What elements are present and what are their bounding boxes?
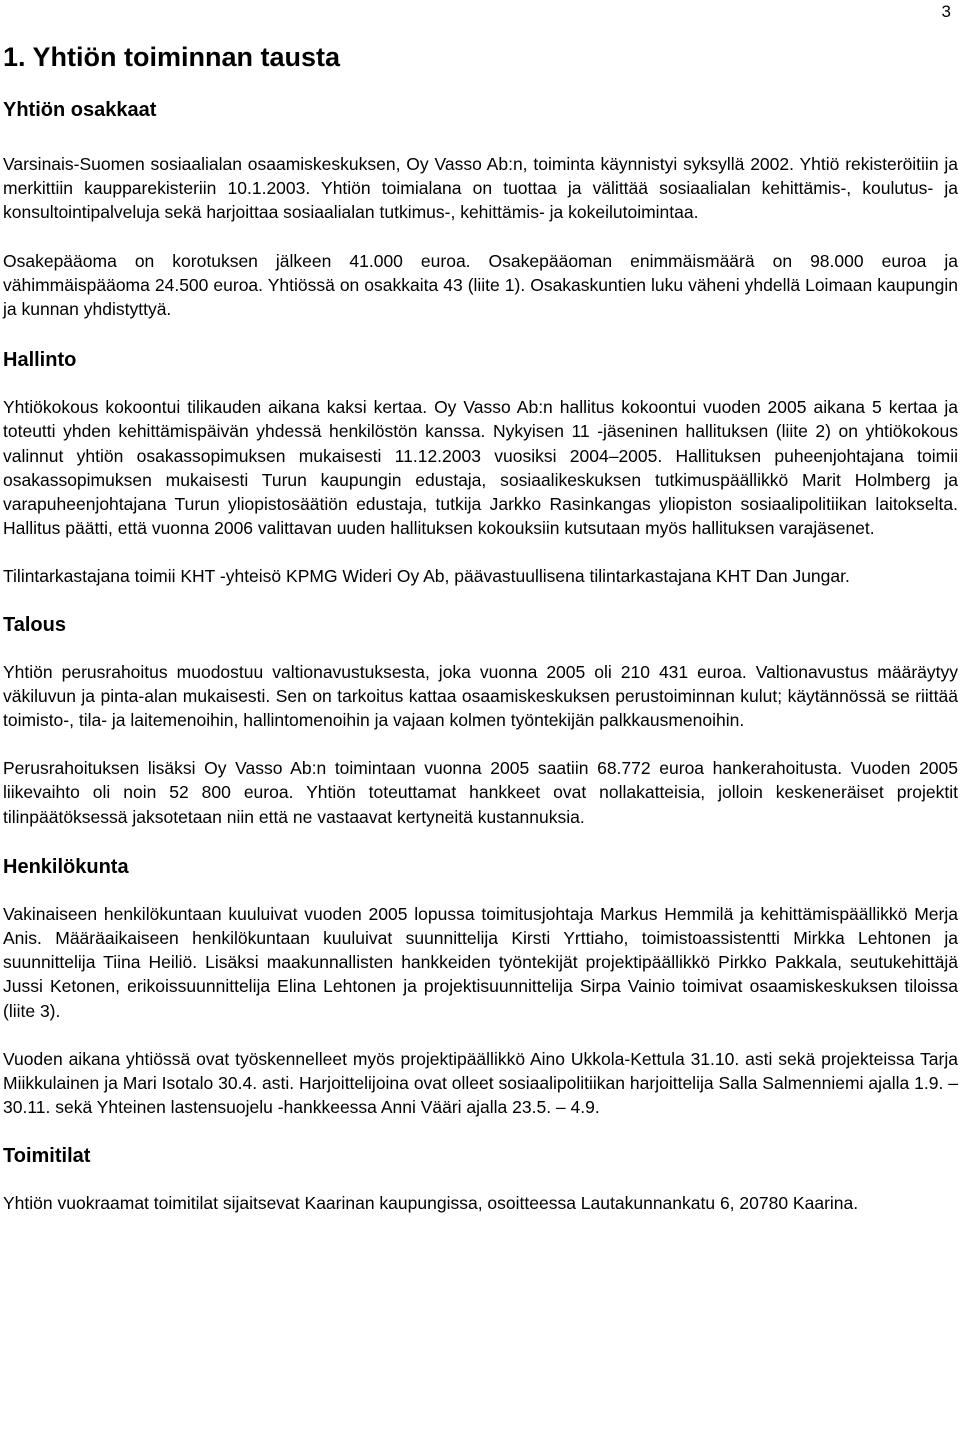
section-heading-toimitilat: Toimitilat bbox=[3, 1145, 91, 1168]
document-body bbox=[3, 0, 958, 1216]
page-number: 3 bbox=[941, 2, 951, 21]
section-heading-hallinto: Hallinto bbox=[3, 349, 77, 372]
section-heading-talous: Talous bbox=[3, 613, 66, 636]
paragraph: Varsinais-Suomen sosiaalialan osaamiskeskuksen, Oy Vasso Ab:n, toiminta käynnistyi syksyllä 2002. Yhtiö rekisteröitiin ja merkittiin kaupparekisteriin 10.1.2003. Yhtiön toimialana on tuottaa ja välittää sosiaalialan kehittämis-, koulutus- ja konsultointipalveluja sekä harjoittaa sosiaalialan tutkimus-, kehittämis- ja kokeilutoimintaa. bbox=[3, 154, 958, 223]
paragraph: Perusrahoituksen lisäksi Oy Vasso Ab:n toimintaan vuonna 2005 saatiin 68.772 euroa hankerahoitusta. Vuoden 2005 liikevaihto oli noin 52 800 euroa. Yhtiön toteuttamat hankkeet ovat nollakatteisia, jolloin keskeneräiset projektit tilinpäätöksessä jaksotetaan niin että ne vastaavat kertyneitä kustannuksia. bbox=[3, 758, 958, 827]
section-heading-henkilokunta: Henkilökunta bbox=[3, 855, 129, 878]
paragraph: Tilintarkastajana toimii KHT -yhteisö KPMG Wideri Oy Ab, päävastuullisena tilintarkastajana KHT Dan Jungar. bbox=[3, 566, 850, 587]
paragraph: Yhtiön perusrahoitus muodostuu valtionavustuksesta, joka vuonna 2005 oli 210 431 euroa. Valtionavustus määräytyy väkiluvun ja pinta-alan mukaisesti. Sen on tarkoitus kattaa osaamiskeskuksen perustoiminnan kulut; käytännössä se riittää toimisto-, tila- ja laitemenoihin, hallintomenoihin ja vajaan kolmen työntekijän palkkausmenoihin. bbox=[3, 661, 958, 731]
chapter-title: 1. Yhtiön toiminnan tausta bbox=[3, 42, 341, 72]
paragraph: Yhtiön vuokraamat toimitilat sijaitsevat Kaarinan kaupungissa, osoitteessa Lautakunnankatu 6, 20780 Kaarina. bbox=[3, 1193, 859, 1214]
section-heading-osakkaat: Yhtiön osakkaat bbox=[3, 99, 157, 121]
paragraph: Vuoden aikana yhtiössä ovat työskennelleet myös projektipäällikkö Aino Ukkola-Kettula 31.10. asti sekä projekteissa Tarja Miikkulainen ja Mari Isotalo 30.4. asti. Harjoittelijoina ovat olleet sosiaalipolitiikan harjoittelija Salla Salmenniemi ajalla 1.9. – 30.11. sekä Yhteinen lastensuojelu -hankkeessa Anni Vääri ajalla 23.5. – 4.9. bbox=[3, 1048, 958, 1118]
paragraph: Osakepääoma on korotuksen jälkeen 41.000 euroa. Osakepääoman enimmäismäärä on 98.000 euroa ja vähimmäispääoma 24.500 euroa. Yhtiössä on osakkaita 43 (liite 1). Osakaskuntien luku väheni yhdellä Loimaan kaupungin ja kunnan yhdistyttyä. bbox=[3, 250, 958, 320]
paragraph: Yhtiökokous kokoontui tilikauden aikana kaksi kertaa. Oy Vasso Ab:n hallitus kokoontui vuoden 2005 aikana 5 kertaa ja toteutti yhden kehittämispäivän yhdessä henkilöstön kanssa. Nykyisen 11 -jäseninen hallituksen (liite 2) on yhtiökokous valinnut yhtiön osakassopimuksen mukaisesti 11.12.2003 vuosiksi 2004–2005. Hallituksen puheenjohtajana toimii osakassopimuksen mukaisesti Turun kaupungin edustaja, sosiaalikeskuksen tutkimuspäällikkö Marit Holmberg ja varapuheenjohtajana Turun yliopistosäätiön edustaja, tutkija Jarkko Rasinkangas yliopiston sosiaalipolitiikan laitokselta. Hallitus päätti, että vuonna 2006 valittavan uuden hallituksen kokouksiin kutsutaan myös hallituksen varajäsenet. bbox=[3, 397, 958, 539]
paragraph: Vakinaiseen henkilökuntaan kuuluivat vuoden 2005 lopussa toimitusjohtaja Markus Hemmilä ja kehittämispäällikkö Merja Anis. Määräaikaiseen henkilökuntaan kuuluivat suunnittelija Kirsti Yrttiaho, toimistoassistentti Mirkka Lehtonen ja suunnittelija Tiina Heiliö. Lisäksi maakunnallisten hankkeiden työntekijät projektipäällikkö Pirkko Pakkala, seutukehittäjä Jussi Ketonen, erikoissuunnittelija Elina Lehtonen ja projektisuunnittelija Sirpa Vainio toimivat osaamiskeskuksen tiloissa (liite 3). bbox=[3, 903, 958, 1021]
